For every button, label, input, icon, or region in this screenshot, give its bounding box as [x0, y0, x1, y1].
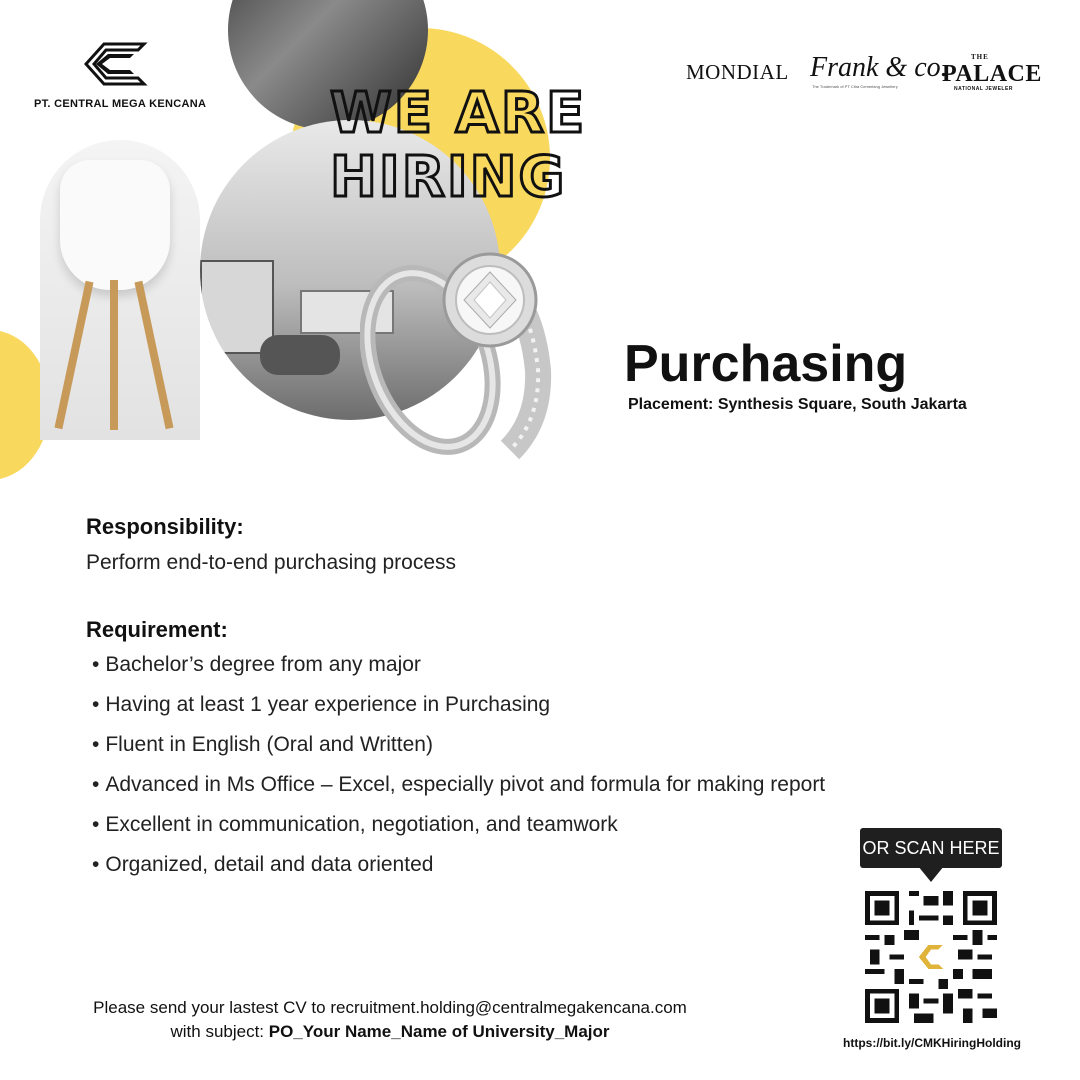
subject-prefix: with subject:	[170, 1022, 269, 1041]
brand-frank-tagline: The Trademark of PT Citra Cemerlang Jewellery	[812, 84, 898, 89]
brand-palace-logo: PALACE	[942, 61, 1042, 87]
hiring-heading-line1: WE ARE	[330, 81, 587, 146]
requirement-item: • Advanced in Ms Office – Excel, especially pivot and formula for making report	[92, 772, 825, 812]
requirement-item: • Bachelor’s degree from any major	[92, 652, 825, 692]
requirement-list	[92, 652, 825, 892]
cmk-logo-icon	[84, 42, 148, 86]
diamond-ring-image	[360, 230, 560, 460]
chair-photo	[40, 140, 200, 440]
brand-palace-subtitle: NATIONAL JEWELER	[954, 86, 1013, 92]
responsibility-heading: Responsibility:	[86, 514, 244, 539]
requirement-heading: Requirement:	[86, 617, 228, 642]
company-name: PT. CENTRAL MEGA KENCANA	[34, 98, 207, 110]
scan-here-badge: OR SCAN HERE	[860, 828, 1002, 868]
job-title: Purchasing	[624, 335, 908, 393]
hiring-link[interactable]: https://bit.ly/CMKHiringHolding	[843, 1036, 1021, 1050]
apply-instructions	[40, 996, 740, 1044]
brand-frank-logo: Frank & co.	[810, 52, 948, 83]
requirement-item: • Excellent in communication, negotiation, and teamwork	[92, 812, 825, 852]
requirement-item: • Organized, detail and data oriented	[92, 852, 825, 892]
scan-badge-pointer	[918, 866, 944, 882]
requirement-item: • Having at least 1 year experience in Purchasing	[92, 692, 825, 732]
job-placement: Placement: Synthesis Square, South Jakarta	[628, 396, 967, 413]
subject-format: PO_Your Name_Name of University_Major	[268, 1022, 610, 1041]
apply-subject-line	[40, 1020, 740, 1044]
apply-email-line: Please send your lastest CV to recruitment.holding@centralmegakencana.com	[93, 998, 687, 1017]
responsibility-text: Perform end-to-end purchasing process	[86, 551, 457, 574]
hiring-heading-line2: HIRING	[330, 145, 567, 210]
brand-mondial-logo: MONDIAL	[686, 60, 789, 84]
requirement-item: • Fluent in English (Oral and Written)	[92, 732, 825, 772]
qr-code-icon[interactable]	[860, 886, 1002, 1028]
brand-palace-the: THE	[971, 53, 989, 61]
